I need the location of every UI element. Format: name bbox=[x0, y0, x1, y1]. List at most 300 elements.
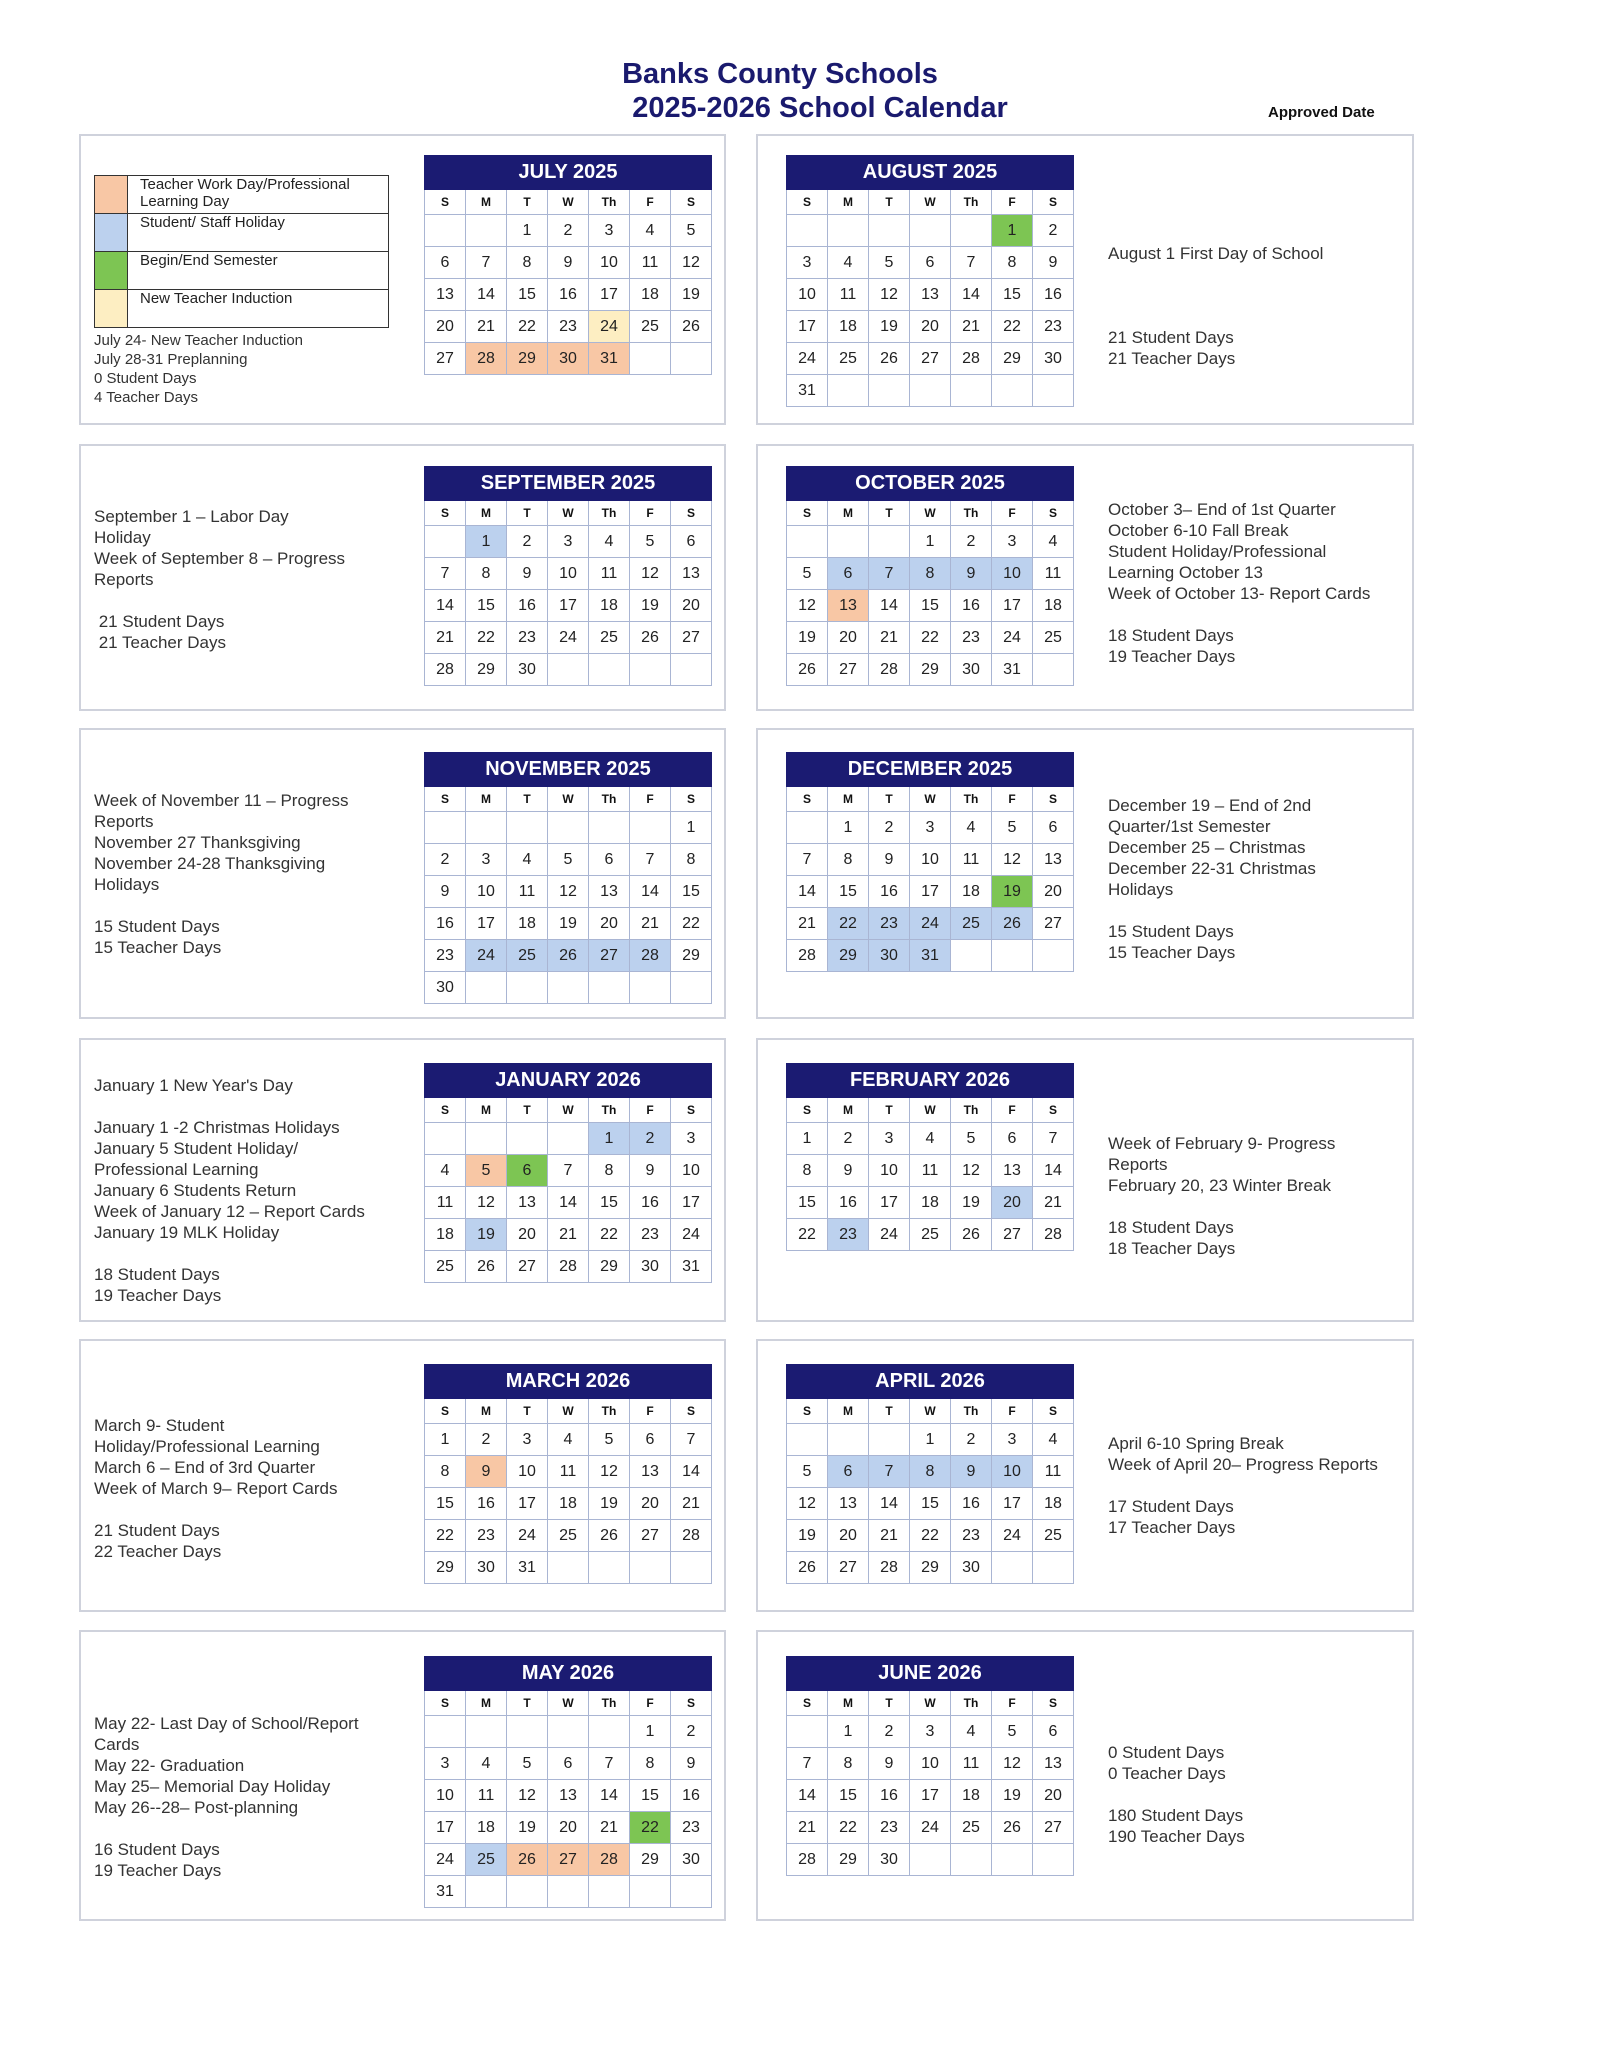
month-title: OCTOBER 2025 bbox=[787, 467, 1074, 501]
day-cell: 27 bbox=[425, 343, 466, 375]
note-line: Cards bbox=[94, 1735, 140, 1754]
week-row bbox=[787, 1456, 1074, 1488]
day-cell: 2 bbox=[869, 1716, 910, 1748]
day-cell: 10 bbox=[425, 1780, 466, 1812]
note-line: 18 Student Days bbox=[1108, 626, 1234, 645]
week-row bbox=[425, 1488, 712, 1520]
day-cell: 4 bbox=[910, 1123, 951, 1155]
empty-day-cell bbox=[548, 1876, 589, 1908]
day-cell: 19 bbox=[787, 622, 828, 654]
day-cell: 26 bbox=[466, 1251, 507, 1283]
day-cell: 25 bbox=[630, 311, 671, 343]
day-cell: 9 bbox=[630, 1155, 671, 1187]
day-cell: 19 bbox=[992, 876, 1033, 908]
day-cell: 1 bbox=[992, 215, 1033, 247]
day-cell: 21 bbox=[466, 311, 507, 343]
notes-november bbox=[94, 790, 349, 958]
empty-day-cell bbox=[951, 375, 992, 407]
note-line: 4 Teacher Days bbox=[94, 389, 198, 406]
day-cell: 20 bbox=[828, 622, 869, 654]
day-cell: 8 bbox=[828, 844, 869, 876]
month-title: DECEMBER 2025 bbox=[787, 753, 1074, 787]
empty-day-cell bbox=[425, 812, 466, 844]
weekday-header: T bbox=[507, 190, 548, 215]
day-cell: 2 bbox=[828, 1123, 869, 1155]
weekday-header: T bbox=[869, 1098, 910, 1123]
note-line bbox=[94, 590, 345, 611]
day-cell: 21 bbox=[548, 1219, 589, 1251]
week-row bbox=[787, 311, 1074, 343]
month-title: SEPTEMBER 2025 bbox=[425, 467, 712, 501]
day-cell: 1 bbox=[630, 1716, 671, 1748]
day-cell: 26 bbox=[869, 343, 910, 375]
day-cell: 8 bbox=[425, 1456, 466, 1488]
day-cell: 3 bbox=[869, 1123, 910, 1155]
empty-day-cell bbox=[630, 972, 671, 1004]
day-cell: 2 bbox=[548, 215, 589, 247]
day-cell: 7 bbox=[671, 1424, 712, 1456]
week-row bbox=[787, 812, 1074, 844]
weekday-header: M bbox=[828, 190, 869, 215]
day-cell: 18 bbox=[466, 1812, 507, 1844]
empty-day-cell bbox=[466, 1123, 507, 1155]
weekday-header: F bbox=[992, 190, 1033, 215]
note-line: 0 Teacher Days bbox=[1108, 1764, 1226, 1783]
note-line bbox=[1108, 285, 1323, 306]
empty-day-cell bbox=[589, 812, 630, 844]
day-cell: 16 bbox=[507, 590, 548, 622]
day-cell: 7 bbox=[869, 1456, 910, 1488]
day-cell: 1 bbox=[589, 1123, 630, 1155]
day-cell: 28 bbox=[869, 654, 910, 686]
day-cell: 12 bbox=[951, 1155, 992, 1187]
day-cell: 26 bbox=[630, 622, 671, 654]
weekday-header: M bbox=[828, 1098, 869, 1123]
week-row bbox=[425, 311, 712, 343]
day-cell: 5 bbox=[630, 526, 671, 558]
empty-day-cell bbox=[425, 526, 466, 558]
note-line: 22 Teacher Days bbox=[94, 1542, 222, 1561]
day-cell: 17 bbox=[507, 1488, 548, 1520]
note-line bbox=[1108, 1475, 1378, 1496]
day-cell: 18 bbox=[951, 1780, 992, 1812]
empty-day-cell bbox=[1033, 1844, 1074, 1876]
weekday-header: S bbox=[425, 1098, 466, 1123]
day-cell: 29 bbox=[671, 940, 712, 972]
week-row bbox=[425, 876, 712, 908]
empty-day-cell bbox=[466, 972, 507, 1004]
day-cell: 17 bbox=[992, 590, 1033, 622]
notes-may bbox=[94, 1713, 359, 1881]
week-row bbox=[787, 343, 1074, 375]
empty-day-cell bbox=[589, 654, 630, 686]
calendar-may bbox=[424, 1656, 712, 1908]
day-cell: 20 bbox=[671, 590, 712, 622]
day-cell: 13 bbox=[630, 1456, 671, 1488]
day-cell: 12 bbox=[630, 558, 671, 590]
day-cell: 6 bbox=[828, 558, 869, 590]
day-cell: 22 bbox=[466, 622, 507, 654]
day-cell: 16 bbox=[869, 1780, 910, 1812]
weekday-header: S bbox=[1033, 501, 1074, 526]
weekday-header: M bbox=[466, 501, 507, 526]
note-line: July 24- New Teacher Induction bbox=[94, 332, 304, 349]
day-cell: 4 bbox=[828, 247, 869, 279]
note-line: Learning October 13 bbox=[1108, 563, 1263, 582]
weekday-header: S bbox=[1033, 787, 1074, 812]
day-cell: 10 bbox=[992, 1456, 1033, 1488]
weekday-header: W bbox=[910, 1098, 951, 1123]
empty-day-cell bbox=[787, 1424, 828, 1456]
empty-day-cell bbox=[425, 1716, 466, 1748]
day-cell: 6 bbox=[1033, 812, 1074, 844]
day-cell: 9 bbox=[466, 1456, 507, 1488]
day-cell: 3 bbox=[507, 1424, 548, 1456]
weekday-header: M bbox=[466, 1691, 507, 1716]
day-cell: 19 bbox=[992, 1780, 1033, 1812]
day-cell: 11 bbox=[630, 247, 671, 279]
day-cell: 31 bbox=[910, 940, 951, 972]
day-cell: 8 bbox=[787, 1155, 828, 1187]
weekday-header: T bbox=[507, 787, 548, 812]
empty-day-cell bbox=[910, 375, 951, 407]
day-cell: 3 bbox=[425, 1748, 466, 1780]
day-cell: 21 bbox=[787, 908, 828, 940]
note-line: Week of September 8 – Progress bbox=[94, 549, 346, 568]
weekday-header: S bbox=[671, 190, 712, 215]
day-cell: 6 bbox=[548, 1748, 589, 1780]
weekday-header: F bbox=[992, 1399, 1033, 1424]
week-row bbox=[787, 1748, 1074, 1780]
day-cell: 20 bbox=[992, 1187, 1033, 1219]
day-cell: 7 bbox=[951, 247, 992, 279]
day-cell: 1 bbox=[828, 1716, 869, 1748]
month-title: JUNE 2026 bbox=[787, 1657, 1074, 1691]
weekday-header: Th bbox=[589, 1691, 630, 1716]
day-cell: 20 bbox=[630, 1488, 671, 1520]
note-line bbox=[1108, 604, 1370, 625]
day-cell: 23 bbox=[425, 940, 466, 972]
weekday-header: S bbox=[425, 787, 466, 812]
day-cell: 7 bbox=[589, 1748, 630, 1780]
day-cell: 10 bbox=[910, 1748, 951, 1780]
day-cell: 4 bbox=[425, 1155, 466, 1187]
calendar-december bbox=[786, 752, 1074, 972]
empty-day-cell bbox=[589, 1716, 630, 1748]
day-cell: 7 bbox=[1033, 1123, 1074, 1155]
empty-day-cell bbox=[828, 375, 869, 407]
day-cell: 26 bbox=[787, 1552, 828, 1584]
day-cell: 5 bbox=[869, 247, 910, 279]
note-line: May 22- Last Day of School/Report bbox=[94, 1714, 359, 1733]
day-cell: 28 bbox=[630, 940, 671, 972]
weekday-header: M bbox=[466, 1098, 507, 1123]
day-cell: 26 bbox=[787, 654, 828, 686]
month-title: MAY 2026 bbox=[425, 1657, 712, 1691]
day-cell: 7 bbox=[466, 247, 507, 279]
day-cell: 15 bbox=[507, 279, 548, 311]
weekday-header: T bbox=[869, 190, 910, 215]
day-cell: 22 bbox=[630, 1812, 671, 1844]
weekday-header: F bbox=[630, 190, 671, 215]
note-line: October 3– End of 1st Quarter bbox=[1108, 500, 1336, 519]
note-line: 21 Student Days bbox=[94, 1521, 220, 1540]
day-cell: 30 bbox=[951, 1552, 992, 1584]
note-line: 19 Teacher Days bbox=[94, 1286, 222, 1305]
day-cell: 25 bbox=[507, 940, 548, 972]
day-cell: 15 bbox=[828, 876, 869, 908]
day-cell: 23 bbox=[630, 1219, 671, 1251]
day-cell: 22 bbox=[910, 1520, 951, 1552]
day-cell: 17 bbox=[910, 876, 951, 908]
empty-day-cell bbox=[425, 215, 466, 247]
day-cell: 9 bbox=[951, 1456, 992, 1488]
day-cell: 18 bbox=[425, 1219, 466, 1251]
calendar-july bbox=[424, 155, 712, 375]
day-cell: 10 bbox=[589, 247, 630, 279]
day-cell: 26 bbox=[548, 940, 589, 972]
legend-swatch bbox=[95, 252, 128, 290]
weekday-header: S bbox=[787, 190, 828, 215]
day-cell: 15 bbox=[630, 1780, 671, 1812]
day-cell: 27 bbox=[1033, 1812, 1074, 1844]
legend bbox=[94, 175, 389, 328]
notes-july bbox=[94, 331, 303, 407]
note-line: 21 Student Days bbox=[94, 612, 225, 631]
day-cell: 25 bbox=[548, 1520, 589, 1552]
note-line: November 27 Thanksgiving bbox=[94, 833, 301, 852]
day-cell: 28 bbox=[1033, 1219, 1074, 1251]
day-cell: 23 bbox=[466, 1520, 507, 1552]
week-row bbox=[787, 1488, 1074, 1520]
day-cell: 11 bbox=[466, 1780, 507, 1812]
day-cell: 15 bbox=[671, 876, 712, 908]
calendar-june bbox=[786, 1656, 1074, 1876]
day-cell: 21 bbox=[425, 622, 466, 654]
empty-day-cell bbox=[507, 1876, 548, 1908]
week-row bbox=[425, 1716, 712, 1748]
weekday-header: S bbox=[787, 1691, 828, 1716]
empty-day-cell bbox=[671, 343, 712, 375]
day-cell: 16 bbox=[425, 908, 466, 940]
weekday-header: S bbox=[671, 1098, 712, 1123]
day-cell: 11 bbox=[425, 1187, 466, 1219]
empty-day-cell bbox=[630, 343, 671, 375]
day-cell: 29 bbox=[425, 1552, 466, 1584]
day-cell: 10 bbox=[671, 1155, 712, 1187]
weekday-header: Th bbox=[951, 1098, 992, 1123]
legend-label: Begin/End Semester bbox=[128, 252, 389, 290]
note-line: Week of April 20– Progress Reports bbox=[1108, 1455, 1378, 1474]
day-cell: 24 bbox=[992, 622, 1033, 654]
note-line: 17 Teacher Days bbox=[1108, 1518, 1236, 1537]
note-line: Reports bbox=[94, 812, 154, 831]
day-cell: 15 bbox=[589, 1187, 630, 1219]
day-cell: 18 bbox=[1033, 590, 1074, 622]
day-cell: 21 bbox=[951, 311, 992, 343]
day-cell: 23 bbox=[671, 1812, 712, 1844]
empty-day-cell bbox=[787, 526, 828, 558]
day-cell: 1 bbox=[910, 1424, 951, 1456]
note-line bbox=[1108, 201, 1323, 222]
weekday-header: W bbox=[548, 1098, 589, 1123]
weekday-header: M bbox=[466, 190, 507, 215]
note-line: Reports bbox=[94, 570, 154, 589]
weekday-header: M bbox=[466, 787, 507, 812]
weekday-header: W bbox=[548, 787, 589, 812]
day-cell: 28 bbox=[548, 1251, 589, 1283]
note-line: 18 Student Days bbox=[1108, 1218, 1234, 1237]
week-row bbox=[425, 1123, 712, 1155]
legend-item bbox=[95, 252, 389, 290]
day-cell: 11 bbox=[548, 1456, 589, 1488]
weekday-header: W bbox=[548, 1399, 589, 1424]
day-cell: 10 bbox=[992, 558, 1033, 590]
empty-day-cell bbox=[787, 1716, 828, 1748]
note-line: 19 Teacher Days bbox=[1108, 647, 1236, 666]
day-cell: 21 bbox=[671, 1488, 712, 1520]
day-cell: 5 bbox=[787, 558, 828, 590]
day-cell: 25 bbox=[910, 1219, 951, 1251]
day-cell: 4 bbox=[466, 1748, 507, 1780]
day-cell: 20 bbox=[589, 908, 630, 940]
note-line: Week of November 11 – Progress bbox=[94, 791, 349, 810]
day-cell: 6 bbox=[589, 844, 630, 876]
day-cell: 8 bbox=[589, 1155, 630, 1187]
day-cell: 23 bbox=[951, 622, 992, 654]
day-cell: 14 bbox=[951, 279, 992, 311]
day-cell: 24 bbox=[466, 940, 507, 972]
day-cell: 15 bbox=[910, 1488, 951, 1520]
day-cell: 31 bbox=[425, 1876, 466, 1908]
day-cell: 5 bbox=[548, 844, 589, 876]
day-cell: 9 bbox=[507, 558, 548, 590]
notes-october bbox=[1108, 499, 1370, 667]
week-row bbox=[425, 215, 712, 247]
day-cell: 19 bbox=[630, 590, 671, 622]
weekday-header: T bbox=[869, 1399, 910, 1424]
day-cell: 30 bbox=[507, 654, 548, 686]
weekday-header: Th bbox=[589, 787, 630, 812]
weekday-header: T bbox=[507, 1691, 548, 1716]
day-cell: 24 bbox=[869, 1219, 910, 1251]
day-cell: 7 bbox=[787, 844, 828, 876]
calendar-march bbox=[424, 1364, 712, 1584]
day-cell: 14 bbox=[589, 1780, 630, 1812]
day-cell: 12 bbox=[507, 1780, 548, 1812]
week-row bbox=[787, 1552, 1074, 1584]
week-row bbox=[425, 343, 712, 375]
weekday-header: F bbox=[630, 1399, 671, 1424]
week-row bbox=[425, 812, 712, 844]
day-cell: 30 bbox=[466, 1552, 507, 1584]
empty-day-cell bbox=[466, 812, 507, 844]
day-cell: 22 bbox=[425, 1520, 466, 1552]
weekday-header: W bbox=[910, 1691, 951, 1716]
day-cell: 9 bbox=[869, 1748, 910, 1780]
day-cell: 2 bbox=[951, 526, 992, 558]
day-cell: 29 bbox=[992, 343, 1033, 375]
day-cell: 26 bbox=[507, 1844, 548, 1876]
empty-day-cell bbox=[630, 654, 671, 686]
day-cell: 12 bbox=[466, 1187, 507, 1219]
note-line: 18 Student Days bbox=[94, 1265, 220, 1284]
day-cell: 10 bbox=[787, 279, 828, 311]
day-cell: 20 bbox=[910, 311, 951, 343]
day-cell: 27 bbox=[828, 654, 869, 686]
day-cell: 14 bbox=[1033, 1155, 1074, 1187]
day-cell: 17 bbox=[910, 1780, 951, 1812]
note-line bbox=[94, 1243, 365, 1264]
day-cell: 18 bbox=[507, 908, 548, 940]
empty-day-cell bbox=[630, 812, 671, 844]
day-cell: 18 bbox=[828, 311, 869, 343]
week-row bbox=[425, 558, 712, 590]
day-cell: 17 bbox=[466, 908, 507, 940]
week-row bbox=[787, 1187, 1074, 1219]
week-row bbox=[787, 247, 1074, 279]
week-row bbox=[787, 1812, 1074, 1844]
day-cell: 27 bbox=[1033, 908, 1074, 940]
week-row bbox=[425, 1780, 712, 1812]
day-cell: 5 bbox=[951, 1123, 992, 1155]
day-cell: 30 bbox=[425, 972, 466, 1004]
day-cell: 1 bbox=[910, 526, 951, 558]
note-line: 180 Student Days bbox=[1108, 1806, 1244, 1825]
day-cell: 13 bbox=[671, 558, 712, 590]
calendar-january bbox=[424, 1063, 712, 1283]
day-cell: 14 bbox=[671, 1456, 712, 1488]
note-line: Week of October 13- Report Cards bbox=[1108, 584, 1371, 603]
day-cell: 23 bbox=[951, 1520, 992, 1552]
day-cell: 3 bbox=[910, 812, 951, 844]
note-line: April 6-10 Spring Break bbox=[1108, 1434, 1284, 1453]
weekday-header: Th bbox=[951, 787, 992, 812]
weekday-header: Th bbox=[589, 1098, 630, 1123]
weekday-header: T bbox=[507, 1399, 548, 1424]
week-row bbox=[787, 622, 1074, 654]
empty-day-cell bbox=[671, 1876, 712, 1908]
day-cell: 4 bbox=[548, 1424, 589, 1456]
note-line: January 6 Students Return bbox=[94, 1181, 297, 1200]
day-cell: 13 bbox=[548, 1780, 589, 1812]
day-cell: 2 bbox=[425, 844, 466, 876]
day-cell: 13 bbox=[1033, 844, 1074, 876]
day-cell: 21 bbox=[869, 622, 910, 654]
week-row bbox=[787, 1844, 1074, 1876]
weekday-header: F bbox=[992, 787, 1033, 812]
weekday-header: W bbox=[910, 190, 951, 215]
day-cell: 13 bbox=[910, 279, 951, 311]
day-cell: 30 bbox=[1033, 343, 1074, 375]
day-cell: 6 bbox=[425, 247, 466, 279]
day-cell: 30 bbox=[671, 1844, 712, 1876]
empty-day-cell bbox=[548, 972, 589, 1004]
day-cell: 1 bbox=[828, 812, 869, 844]
day-cell: 15 bbox=[992, 279, 1033, 311]
empty-day-cell bbox=[1033, 1552, 1074, 1584]
week-row bbox=[425, 654, 712, 686]
weekday-header: S bbox=[1033, 1399, 1074, 1424]
note-line: 21 Student Days bbox=[1108, 328, 1234, 347]
day-cell: 18 bbox=[910, 1187, 951, 1219]
note-line: 15 Student Days bbox=[94, 917, 220, 936]
day-cell: 27 bbox=[671, 622, 712, 654]
week-row bbox=[787, 1780, 1074, 1812]
note-line: Holiday bbox=[94, 528, 151, 547]
empty-day-cell bbox=[507, 812, 548, 844]
day-cell: 15 bbox=[425, 1488, 466, 1520]
